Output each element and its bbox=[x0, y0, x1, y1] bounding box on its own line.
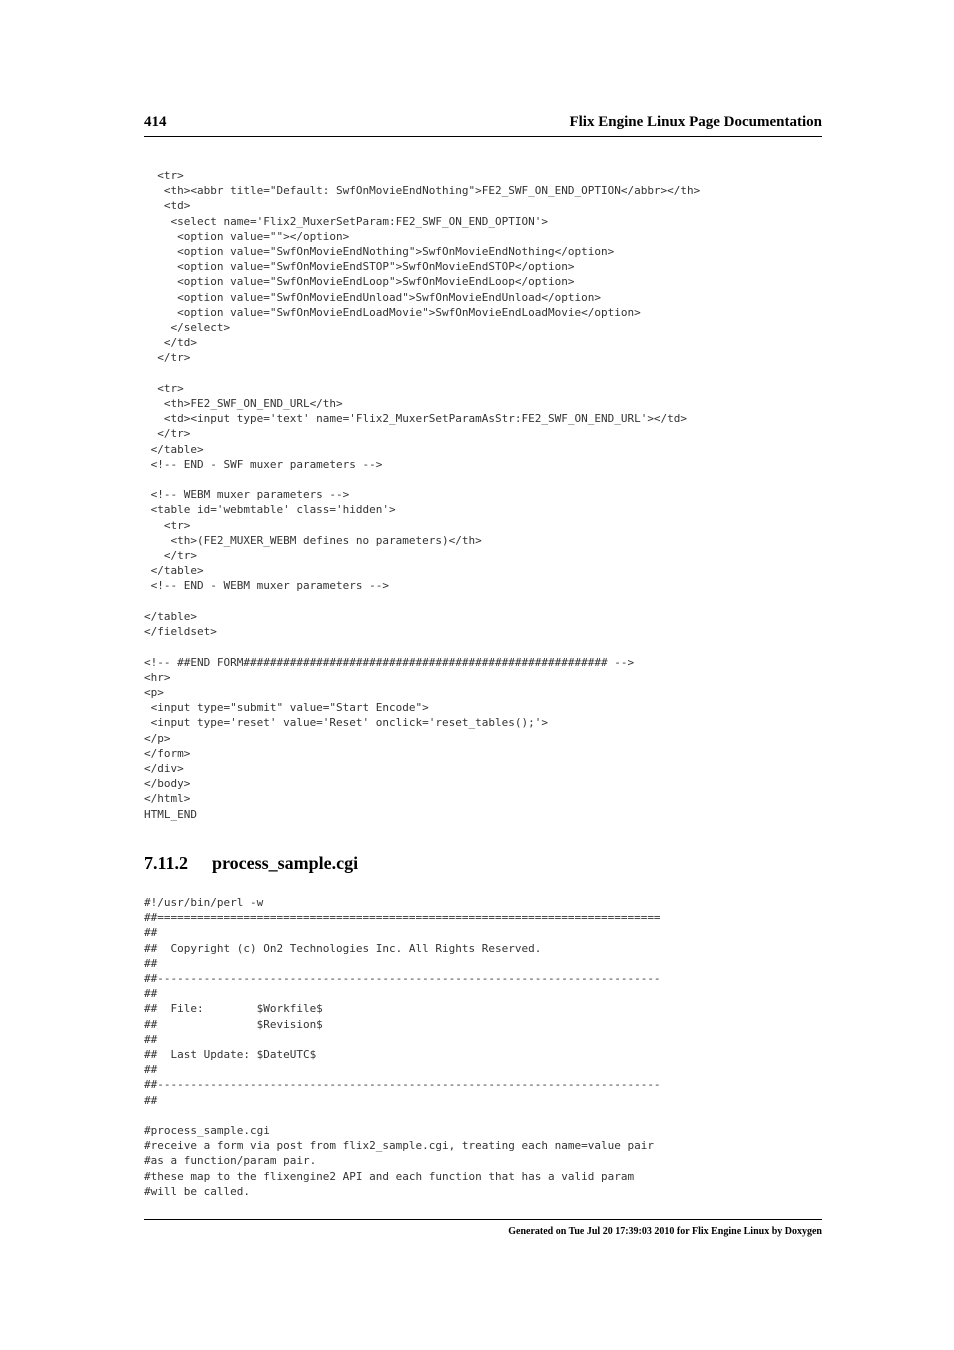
section-number: 7.11.2 bbox=[144, 853, 189, 873]
code-block-html-form-end: <tr> <th><abbr title="Default: SwfOnMovieEndNothing">FE2_SWF_ON_END_OPTION</abbr></th> <td> <select name='Flix2_MuxerSetParam:FE2_SWF_ON_END_OPTION'> <option value=""></option> <option value="SwfOnMovieEndNothing">SwfOnMovieEndNothing</option> <option value="SwfOnMovieEndSTOP">SwfOnMovieEndSTOP</option> <option value="SwfOnMovieEndLoop">SwfOnMovieEndLoop</option> <option value="SwfOnMovieEndUnload">SwfOnMovieEndUnload</option> <option value="SwfOnMovieEndLoadMovie">SwfOnMovieEndLoadMovie</option> </select> </td> </tr> <tr> <th>FE2_SWF_ON_END_URL</th> <td><input type='text' name='Flix2_MuxerSetParamAsStr:FE2_SWF_ON_END_URL'></td> </tr> </table> <!-- END - SWF muxer parameters --> <!-- WEBM muxer parameters --> <table id='webmtable' class='hidden'> <tr> <th>(FE2_MUXER_WEBM defines no parameters)</th> </tr> </table> <!-- END - WEBM muxer parameters --> </table> </fieldset> <!-- ##END FORM####################################################### --> <hr> <p> <input type="submit" value="Start Encode"> <input type='reset' value='Reset' onclick='reset_tables();'> </p> </form> </div> </body> </html> HTML_END bbox=[144, 169, 701, 821]
footer-text: Generated on Tue Jul 20 17:39:03 2010 for Flix Engine Linux by Doxygen bbox=[508, 1226, 822, 1237]
section-title: process_sample.cgi bbox=[212, 853, 359, 873]
page-number: 414 bbox=[144, 114, 167, 130]
page-header bbox=[144, 114, 822, 137]
page-footer bbox=[144, 1219, 822, 1237]
code-block-perl-script: #!/usr/bin/perl -w ##============================================================================ ## ## Copyright (c) On2 Technologies Inc. All Rights Reserved. ## ##---------------------------------------------------------------------------- ## ## File: $Workfile$ ## $Revision$ ## ## Last Update: $DateUTC$ ## ##---------------------------------------------------------------------------- ## #process_sample.cgi #receive a form via post from flix2_sample.cgi, treating each name=value pair #as a function/param pair. #these map to the flixengine2 API and each function that has a valid param #will be called. bbox=[144, 896, 661, 1198]
document-title: Flix Engine Linux Page Documentation bbox=[569, 114, 822, 130]
section-heading bbox=[144, 853, 358, 874]
